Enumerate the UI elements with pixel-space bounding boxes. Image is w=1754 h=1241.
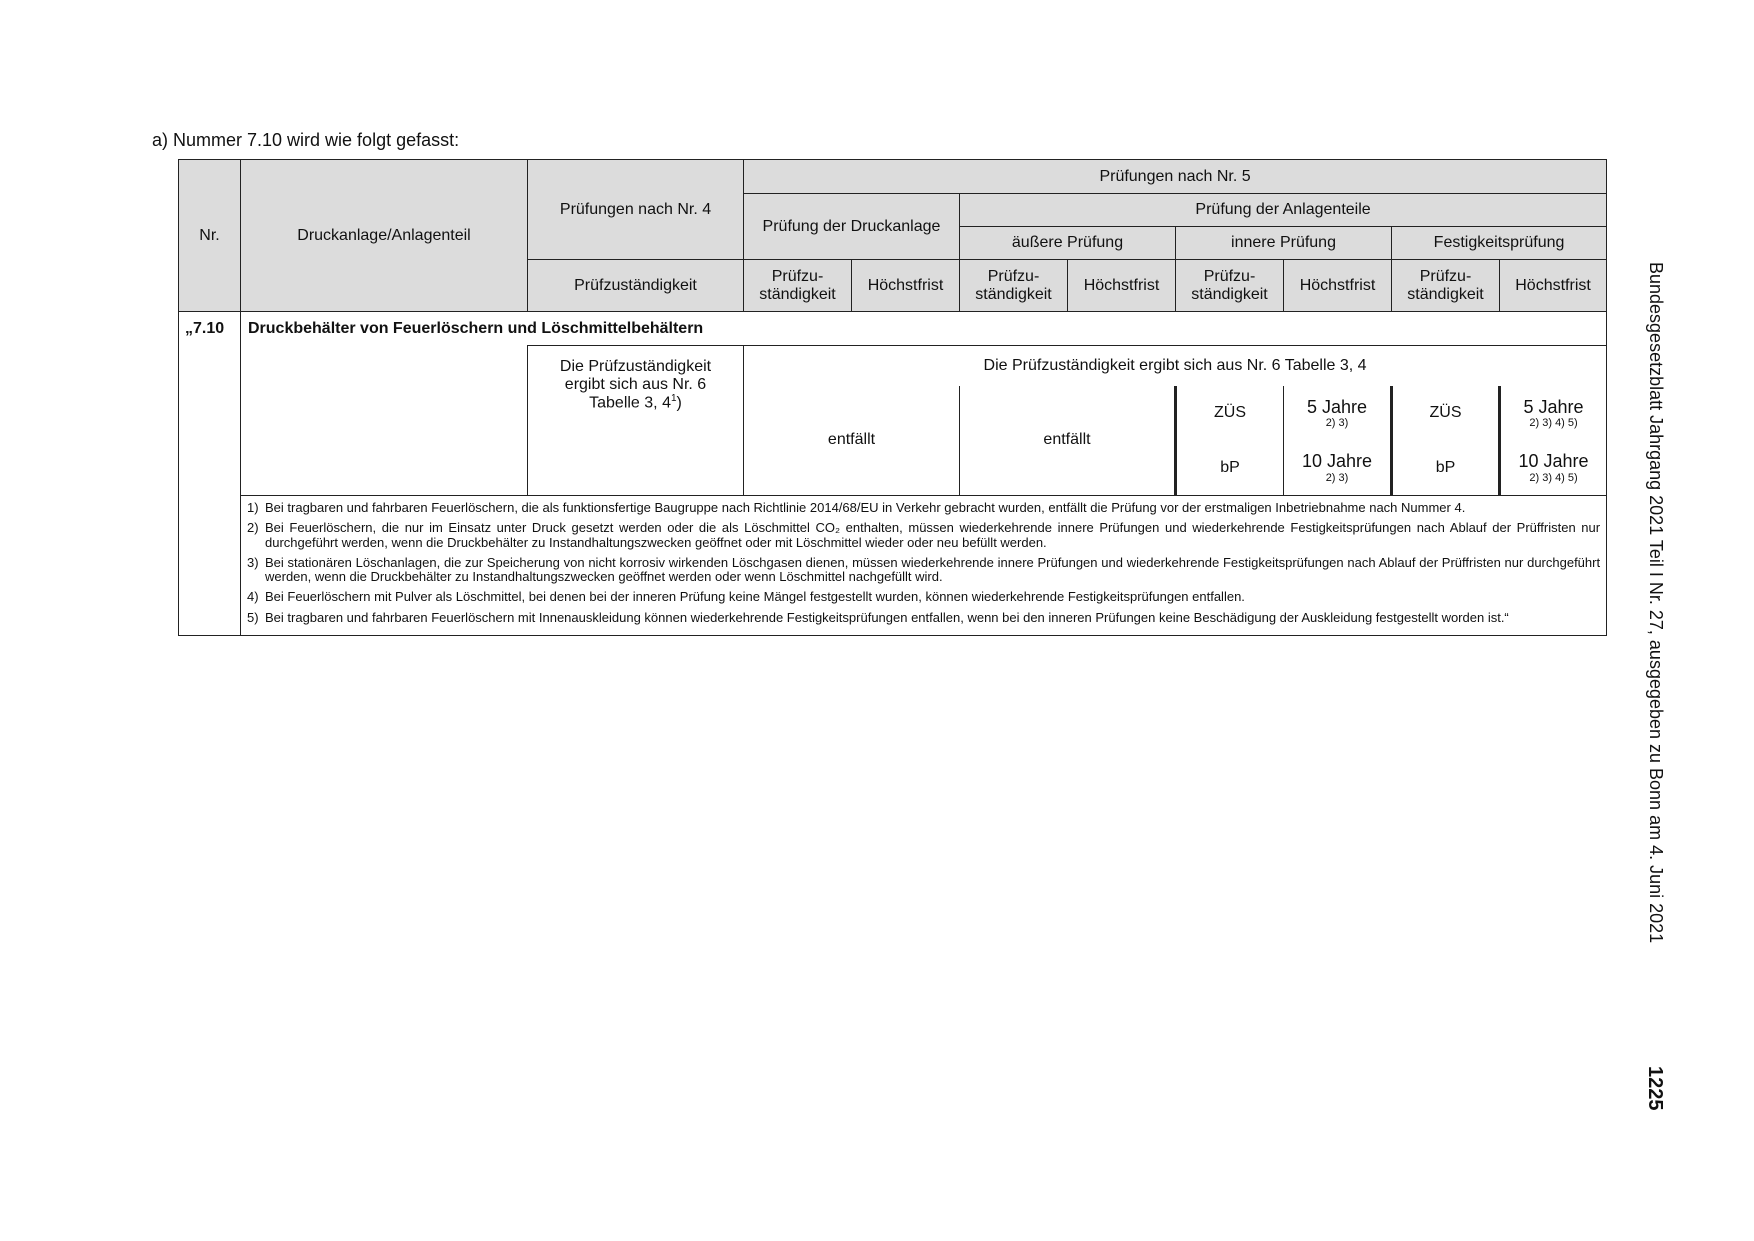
intro-text: a) Nummer 7.10 wird wie folgt gefasst: <box>152 130 460 150</box>
nr4-footnote-close: ) <box>676 394 682 412</box>
festigkeit-5-jahre: 5 Jahre <box>1523 396 1584 417</box>
header-pruefzu-line1: Prüfzu- <box>1203 267 1256 285</box>
festigkeit-10-jahre-refs: 2) 3) 4) 5) <box>1529 472 1578 485</box>
regulation-table <box>178 159 1607 636</box>
header-hoechstfrist-druckanlage: Höchstfrist <box>852 260 960 312</box>
header-pruefzu-line1: Prüfzu- <box>771 267 824 285</box>
header-pruefzustaendigkeit-innere <box>1176 260 1284 312</box>
innere-10-jahre-cell <box>1284 441 1392 496</box>
footnotes <box>241 496 1607 636</box>
footnote-mark: 3) <box>247 554 259 570</box>
header-aeussere-pruefung: äußere Prüfung <box>960 227 1176 260</box>
footnote-text: Bei Feuerlöschern mit Pulver als Löschmittel, bei denen bei der inneren Prüfung keine Mängel festgestellt wurden, können wiederkehrende Festigkeitsprüfungen entfallen. <box>265 589 1245 605</box>
header-pruefzustaendigkeit-druckanlage <box>744 260 852 312</box>
nr4-footnote-ref: 1 <box>670 393 677 405</box>
header-innere-pruefung: innere Prüfung <box>1176 227 1392 260</box>
footnote-4 <box>247 590 1600 604</box>
footnote-3 <box>247 556 1600 585</box>
header-pruefzu-line2: ständigkeit <box>975 285 1052 303</box>
nr5-zustaendigkeit-note: Die Prüfzuständigkeit ergibt sich aus Nr. 6 Tabelle 3, 4 <box>744 346 1607 386</box>
anlage-empty-cell <box>241 346 528 496</box>
druckanlage-entfaellt: entfällt <box>744 386 960 496</box>
innere-10-jahre: 10 Jahre <box>1301 451 1373 472</box>
header-nr: Nr. <box>179 160 241 312</box>
row-title: Druckbehälter von Feuerlöschern und Löschmittelbehältern <box>241 312 1607 346</box>
header-pruefzustaendigkeit: Prüfzuständigkeit <box>528 260 744 312</box>
header-pruefzu-line2: ständigkeit <box>1407 285 1484 303</box>
footnote-1 <box>247 501 1600 515</box>
header-pruefzu-line1: Prüfzu- <box>1419 267 1472 285</box>
festigkeit-bp: bP <box>1392 441 1500 496</box>
innere-zues: ZÜS <box>1176 386 1284 441</box>
header-festigkeitspruefung: Festigkeitsprüfung <box>1392 227 1607 260</box>
header-pruefzu-line2: ständigkeit <box>1191 285 1268 303</box>
header-pruefung-druckanlage: Prüfung der Druckanlage <box>744 194 960 260</box>
nr4-line3: Tabelle 3, 4 <box>589 394 671 412</box>
footnote-text: Bei tragbaren und fahrbaren Feuerlöschern, die als funktionsfertige Baugruppe nach Richtlinie 2014/68/EU in Verkehr gebracht wurden, entfällt die Prüfung vor der erstmaligen Inbetriebnahme nach Nummer 4. <box>265 500 1466 515</box>
header-pruefzu-line2: ständigkeit <box>759 285 836 303</box>
innere-10-jahre-refs: 2) 3) <box>1325 472 1349 485</box>
page-number-text: 1225 <box>1644 1066 1666 1111</box>
header-pruefzustaendigkeit-festigkeit <box>1392 260 1500 312</box>
innere-bp: bP <box>1176 441 1284 496</box>
festigkeit-10-jahre: 10 Jahre <box>1518 451 1589 472</box>
footnote-mark: 5) <box>247 609 259 625</box>
footnote-mark: 2) <box>247 520 259 536</box>
festigkeit-zues: ZÜS <box>1392 386 1500 441</box>
header-pruefung-anlagenteile: Prüfung der Anlagenteile <box>960 194 1607 227</box>
header-druckanlage-anlagenteil: Druckanlage/Anlagenteil <box>241 160 528 312</box>
festigkeit-5-jahre-refs: 2) 3) 4) 5) <box>1529 417 1578 430</box>
innere-5-jahre: 5 Jahre <box>1306 396 1368 417</box>
footnote-text: Bei stationären Löschanlagen, die zur Speicherung von nicht korrosiv wirkenden Löschgasen dienen, müssen wiederkehrende innere Prüfungen und wiederkehrende Festigkeitsprüfungen nach Ablauf der Prüffristen nur durchgeführt werden, wenn die Druckbehälter zu Instandhaltungszwecken geöffnet werden oder wenn Löschmittel nachgefüllt wird. <box>265 554 1601 585</box>
footnote-5 <box>247 611 1600 625</box>
footnote-text: Bei Feuerlöschern, die nur im Einsatz unter Druck gesetzt werden oder die als Löschmittel CO₂ enthalten, müssen wiederkehrende innere Prüfungen und wiederkehrende Festigkeitsprüfungen nach Ablauf der Prüffristen nur durchgeführt werden, wenn die Druckbehälter zu Instandhaltungszwecken geöffnet oder mit Löschmittel wieder oder neu befüllt werden. <box>265 520 1601 550</box>
footnote-mark: 1) <box>247 500 259 515</box>
row-number: „7.10 <box>179 312 241 636</box>
innere-5-jahre-cell <box>1284 386 1392 441</box>
nr4-line2: ergibt sich aus Nr. 6 <box>564 375 707 393</box>
footnote-mark: 4) <box>247 589 259 605</box>
header-pruefungen-nr5: Prüfungen nach Nr. 5 <box>744 160 1607 194</box>
innere-5-jahre-refs: 2) 3) <box>1325 417 1349 430</box>
header-pruefungen-nr4: Prüfungen nach Nr. 4 <box>528 160 744 260</box>
header-pruefzustaendigkeit-aeussere <box>960 260 1068 312</box>
running-head <box>1638 262 1666 982</box>
header-hoechstfrist-aeussere: Höchstfrist <box>1068 260 1176 312</box>
footnote-2 <box>247 521 1600 550</box>
header-hoechstfrist-innere: Höchstfrist <box>1284 260 1392 312</box>
festigkeit-5-jahre-cell <box>1500 386 1607 441</box>
header-pruefzu-line1: Prüfzu- <box>987 267 1040 285</box>
footnote-text: Bei tragbaren und fahrbaren Feuerlöschern mit Innenauskleidung können wiederkehrende Festigkeitsprüfungen entfallen, wenn bei den inneren Prüfungen keine Beschädigung der Auskleidung festgestellt worden ist.“ <box>265 609 1509 625</box>
festigkeit-10-jahre-cell <box>1500 441 1607 496</box>
nr4-line1: Die Prüfzuständigkeit <box>559 358 712 375</box>
running-head-text: Bundesgesetzblatt Jahrgang 2021 Teil I Nr. 27, ausgegeben zu Bonn am 4. Juni 2021 <box>1646 262 1666 944</box>
nr4-zustaendigkeit-cell <box>528 346 744 496</box>
page-number <box>1638 1066 1666 1114</box>
aeussere-entfaellt: entfällt <box>960 386 1176 496</box>
header-hoechstfrist-festigkeit: Höchstfrist <box>1500 260 1607 312</box>
